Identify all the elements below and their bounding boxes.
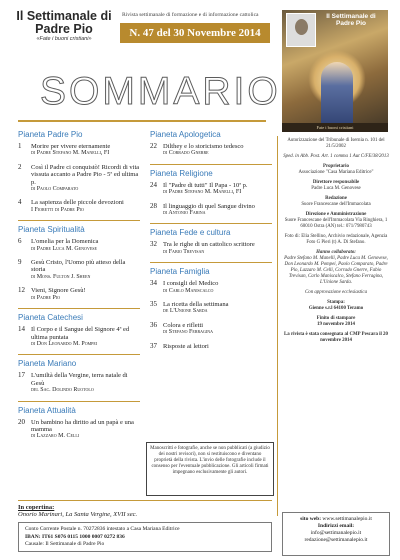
- padre-pio-portrait: [286, 13, 316, 47]
- entry-text: [31, 287, 140, 302]
- page-number: 32: [150, 240, 157, 249]
- column-divider: [277, 136, 278, 516]
- contents-entry: [18, 372, 140, 394]
- website-label: sito web:: [300, 516, 322, 522]
- cover-caption-text: Onorio Marinari, La Santa Vergine, XVII sec.: [18, 511, 138, 518]
- page-number: 35: [150, 300, 157, 309]
- contents-entry: [18, 238, 140, 253]
- tribunal-authorization: Autorizzazione del Tribunale di Isernia n. 101 del 21/5/2002: [287, 138, 385, 149]
- page-number: 12: [18, 286, 25, 295]
- emails-label: Indirizzi email:: [317, 523, 355, 529]
- heading-divider: [18, 120, 266, 122]
- entry-text: [163, 203, 272, 218]
- contents-entry: [18, 326, 140, 348]
- printer-heading: Stampa:: [327, 300, 345, 305]
- page-number: 37: [150, 341, 157, 350]
- contents-entry: [150, 301, 272, 316]
- cover-heading: Il Settimanale di Padre Pio: [326, 13, 376, 27]
- photo-credits: Foto di: Elia Stellino, Archivio redazionale, Agenzia Foto G Pieri (t) A. Di Stefano.: [284, 234, 388, 245]
- section-heading: Pianeta Attualità: [18, 401, 140, 415]
- page-number: 22: [150, 142, 157, 150]
- contents-entry: [150, 182, 272, 197]
- director-heading: Direttore responsabile: [312, 180, 360, 185]
- article-author: di Carlo Maniscalco: [163, 287, 214, 294]
- contents-column-left: [18, 128, 140, 447]
- contents-entry: [150, 241, 272, 256]
- article-title: Vieni, Signore Gesù!: [31, 287, 86, 295]
- article-title: Il linguaggio di quel Sangue divino: [163, 202, 255, 210]
- article-title: Colora e rifletti: [163, 321, 204, 329]
- entry-text: [163, 301, 272, 316]
- article-author: di Padre Luca M. Genovese: [31, 245, 97, 252]
- article-author: di Don Leonardo M. Pompei: [31, 340, 98, 347]
- postal-shipping: Sped. in Abb. Post. Art. 1 comma 1 Aut C/FE/38/2013: [283, 154, 389, 159]
- section-heading: Pianeta Spiritualità: [18, 220, 140, 234]
- article-author: di Lazzaro M. Celli: [31, 433, 80, 440]
- magazine-title: Il Settimanale di Padre Pio: [16, 9, 112, 36]
- article-title: La ricetta della settimana: [163, 301, 229, 309]
- article-title: La sapienza delle piccole devozioni: [31, 199, 124, 207]
- article-author: del Sac. Dolindo Ruotolo: [31, 387, 94, 394]
- entry-text: [31, 372, 140, 394]
- contents-entry: [18, 419, 140, 441]
- contents-entry: [18, 287, 140, 302]
- article-author: di Stefano Ferragina: [163, 329, 214, 336]
- cover-caption: [18, 500, 272, 518]
- administration-heading: Direzione e Amministrazione: [305, 212, 367, 217]
- article-title: Tra le righe di un cattolico scrittore: [163, 241, 255, 249]
- page-number: 34: [150, 279, 157, 288]
- owner-heading: Proprietario: [323, 164, 349, 169]
- article-title: Un bambino ha diritto ad un papà e una mamma: [31, 418, 134, 433]
- page-number: 24: [150, 180, 157, 189]
- magazine-motto: «Fate i buoni cristiani»: [36, 36, 92, 42]
- article-author: di Fabio Trevisan: [163, 248, 205, 255]
- article-title: I consigli del Medico: [163, 280, 219, 288]
- entry-text: [31, 259, 140, 281]
- article-title: Così il Padre ci conquistò! Ricordi di vita vissuta accanto a Padre Pio - 5ª ed ultima p.: [31, 163, 140, 186]
- entry-text: [31, 199, 140, 214]
- contents-entry: [150, 280, 272, 295]
- article-author: de L'Unione Sarda: [163, 308, 208, 315]
- cover-thumbnail: [282, 10, 388, 132]
- section-heading: Pianeta Mariano: [18, 354, 140, 368]
- sommario-heading: SOMMARIO: [40, 70, 281, 113]
- section-heading: Pianeta Fede e cultura: [150, 223, 272, 237]
- entry-text: [163, 280, 272, 295]
- page-number: 2: [18, 162, 22, 171]
- page-number: 28: [150, 201, 157, 210]
- magazine-subtitle: Rivista settimanale di formazione e di informazione cattolica: [122, 12, 259, 18]
- article-author: di Paolo Comparato: [31, 186, 79, 193]
- contents-entry: [150, 203, 272, 218]
- page-number: 1: [18, 142, 22, 150]
- contents-entry: [150, 143, 272, 158]
- section-heading: Pianeta Apologetica: [150, 130, 221, 139]
- article-title: Il "Padre di tutti" Il Papa - 10ª p.: [163, 181, 248, 189]
- email-info-link[interactable]: info@settimanalepio.it: [310, 530, 362, 536]
- article-author: I Fioretti di Padre Pio: [31, 206, 84, 213]
- administration-address: Suore Francescane dell'Immacolata Via Ringhiera, 1 60010 Ostra (AN) tel.: 071/7980743: [284, 218, 388, 229]
- article-title: L'omelia per la Domenica: [31, 238, 99, 246]
- entry-text: [163, 182, 272, 197]
- contents-entry: [18, 164, 140, 194]
- delivery-note: La rivista è stata consegnata al CMP Pescara il 20 novembre 2014: [284, 332, 388, 343]
- article-author: di Mons. Fulton J. Sheen: [31, 273, 91, 280]
- contact-box: [282, 512, 390, 556]
- payment-box: [18, 522, 272, 552]
- editorial-notice: Manoscritti e fotografie, anche se non pubblicati (a giudizio dei nostri revisori), non si restituiscono e diventano proprietà della rivista. L'invio delle fotografie include il consenso per l'eventuale pubblicazione. Gli articoli firmati impegnano esclusivamente gli autori.: [146, 442, 274, 496]
- page-number: 9: [18, 258, 22, 267]
- article-title: Risposte ai lettori: [163, 342, 209, 350]
- editorial-staff: Suore Francescane dell'Immacolata: [301, 202, 371, 207]
- contents-column-middle: [150, 128, 272, 356]
- article-title: Il Corpo e il Sangue del Signore 4ª ed ultima puntata: [31, 326, 130, 341]
- website-link[interactable]: www.settimanalepio.it: [322, 516, 372, 522]
- article-title: Dilthey e lo storicismo tedesco: [163, 143, 244, 150]
- entry-text: [31, 238, 140, 253]
- page-number: 14: [18, 325, 25, 334]
- page-number: 6: [18, 237, 22, 246]
- page-number: 17: [18, 371, 25, 380]
- contents-entry: [150, 322, 272, 337]
- section-heading: Pianeta Catechesi: [18, 308, 140, 322]
- editorial-heading: Redazione: [325, 196, 347, 201]
- article-title: L'umiltà della Vergine, terra natale di Gesù: [31, 372, 128, 387]
- colophon: [282, 138, 390, 348]
- article-author: di Corrado Gnerre: [163, 150, 209, 157]
- article-author: di Padre Stefano M. Manelli, FI: [163, 189, 242, 196]
- entry-text: [163, 143, 272, 158]
- article-author: di Padre Pio: [31, 294, 61, 301]
- article-title: Morire per vivere eternamente: [31, 143, 111, 150]
- page-number: 20: [18, 417, 25, 426]
- entry-text: [163, 241, 272, 256]
- postal-account: Conto Corrente Postale n. 70272836 intestato a Casa Mariana Editrice: [25, 526, 180, 532]
- article-title: Gesù Cristo, l'Uomo più atteso della storia: [31, 259, 126, 274]
- entry-text: [31, 164, 140, 194]
- contents-entry: [150, 343, 272, 350]
- iban: IBAN: IT61 S076 0115 1000 0007 0272 836: [25, 533, 125, 540]
- issue-number: N. 47 del 30 Novembre 2014: [120, 23, 270, 43]
- contents-entry: [18, 199, 140, 214]
- page-number: 4: [18, 198, 22, 207]
- article-author: di Antonio Farina: [163, 210, 206, 217]
- entry-text: [31, 419, 140, 441]
- section-heading: Pianeta Famiglia: [150, 262, 272, 276]
- payment-reason: Causale: Il Settimanale di Padre Pio: [25, 541, 105, 547]
- printed-heading: Finito di stampare: [316, 316, 356, 321]
- owner: Associazione "Casa Mariana Editrice": [298, 170, 374, 175]
- entry-text: [163, 343, 272, 350]
- cover-caption-label: In copertina:: [18, 504, 55, 511]
- director: Padre Luca M. Genovese: [311, 186, 361, 191]
- article-author: di Padre Stefano M. Manelli, FI: [31, 150, 110, 157]
- entry-text: [31, 326, 140, 348]
- printed-date: 19 novembre 2014: [317, 322, 355, 327]
- section-heading: Pianeta Religione: [150, 164, 272, 178]
- ecclesiastical-approval: Con approvazione ecclesiastica: [304, 290, 368, 295]
- email-redazione-link[interactable]: redazione@settimanalepio.it: [304, 537, 368, 543]
- section-heading: Pianeta Padre Pio: [18, 130, 83, 139]
- contents-entry: [18, 259, 140, 281]
- cover-footer: Fate i buoni cristiani: [282, 123, 388, 132]
- page-number: 36: [150, 320, 157, 329]
- printer: Gienne s.r.l 64100 Teramo: [308, 306, 364, 311]
- entry-text: [163, 322, 272, 337]
- virgin-figure: [321, 62, 353, 130]
- contents-entry: [18, 143, 140, 158]
- collaborators-heading: Hanno collaborato:: [316, 250, 356, 255]
- entry-text: [31, 143, 140, 158]
- collaborators: Padre Stefano M. Manelli, Padre Luca M. Genovese, Don Leonardo M. Pompei, Paolo Comparato, Padre Pio, Lazzaro M. Celli, Corrado Gnerre, Fabio Trevisan, Carlo Maniscalco, Stefano Ferragina, L'Unione Sarda.: [284, 256, 388, 285]
